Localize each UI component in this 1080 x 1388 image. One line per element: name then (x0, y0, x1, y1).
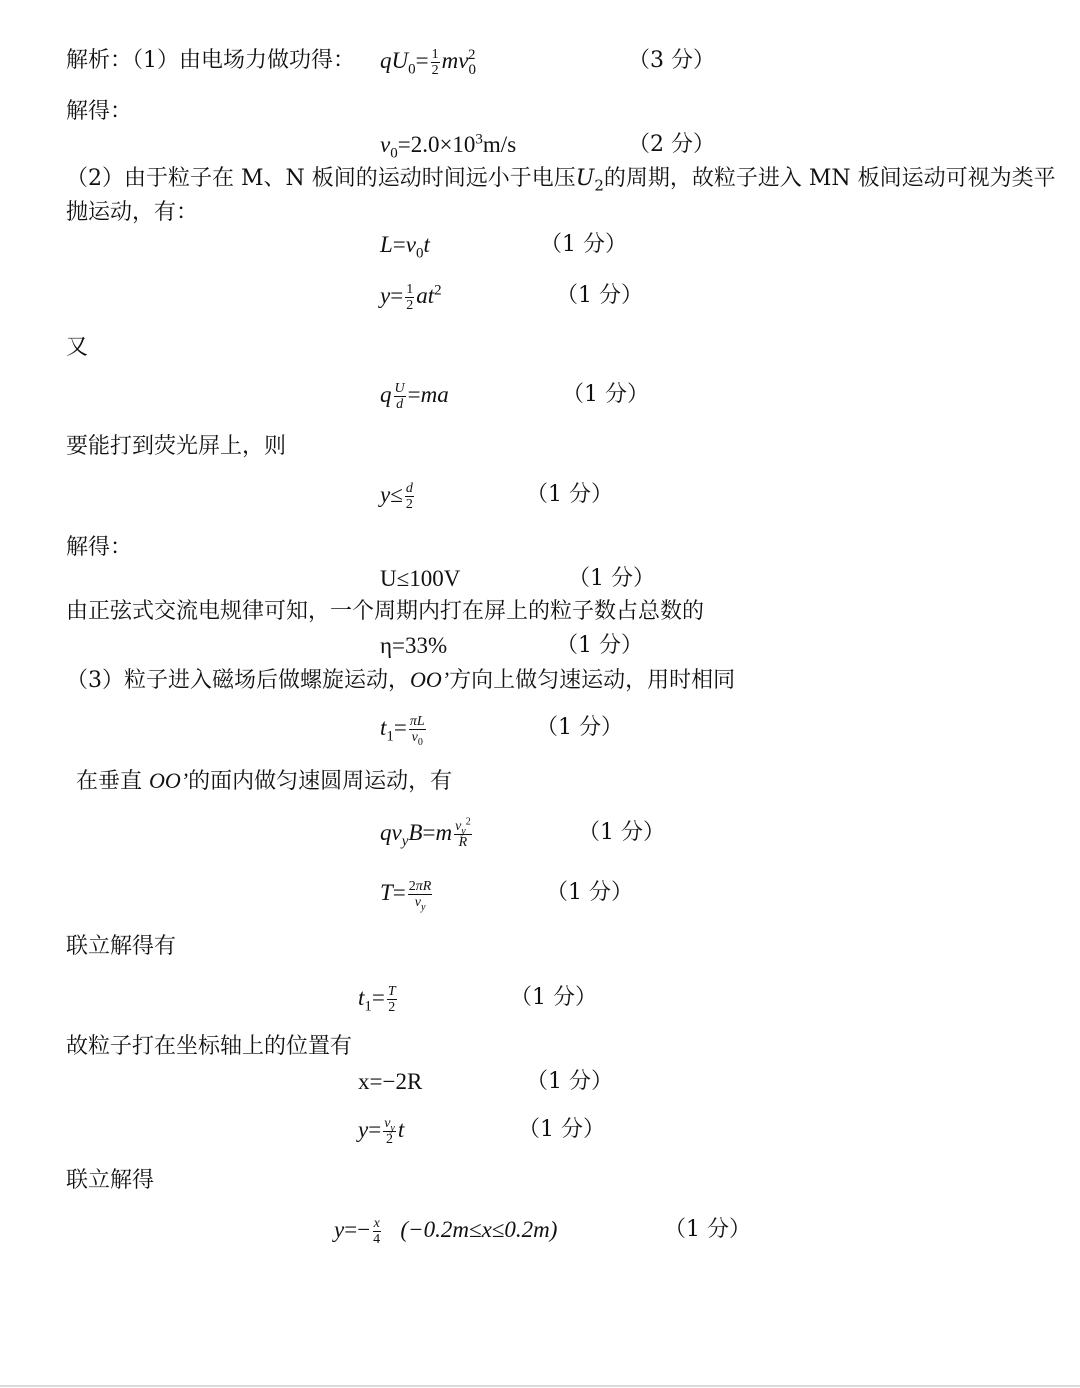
inequality-U: U≤100V (380, 566, 461, 591)
step-2-intro: （2）由于粒子在 M、N 板间的运动时间远小于电压$U_2$的周期，故粒子进入 MN 板间运动可视为类平 (66, 166, 1056, 195)
solve-label: 解得： (66, 99, 133, 124)
score-label: （1 分） (568, 566, 655, 591)
score-label: （2 分） (628, 132, 715, 157)
equation-v0: $v_0=2.0\times 10^3m/s$ (380, 131, 517, 162)
equation-trajectory: y=− $\frac{x}{4}$ (−0.2m≤x≤0.2m) (334, 1216, 558, 1248)
score-label: （1 分） (510, 985, 597, 1010)
range-expression: (−0.2m≤x≤0.2m) (400, 1217, 558, 1242)
score-label: （1 分） (526, 482, 613, 507)
score-label: （1 分） (556, 283, 643, 308)
position-text: 故粒子打在坐标轴上的位置有 (66, 1034, 353, 1059)
equation-L: $L=v_0t$ (380, 232, 430, 262)
step-1-intro: 解析：（1）由电场力做功得： (66, 48, 355, 73)
score-label: （1 分） (578, 820, 665, 845)
equation-period: T= $\frac{2\pi R}{v_y}$ (380, 879, 432, 914)
score-label: （1 分） (540, 232, 627, 257)
equation-work-energy: $qU_0=$ $\frac{1}{2}$ $mv_0^2$ (380, 47, 476, 79)
page-bottom-divider (0, 1385, 1080, 1387)
step-3-intro: （3）粒子进入磁场后做螺旋运动，OO’方向上做匀速运动，用时相同 (66, 667, 736, 693)
final-combine-text: 联立解得 (66, 1168, 155, 1193)
equation-x: x=−2R (358, 1069, 423, 1094)
projectile-text: 抛运动，有： (66, 200, 199, 225)
score-label: （1 分） (536, 715, 623, 740)
equation-t1-half: $t_1=$ $\frac{T}{2}$ (358, 984, 396, 1016)
equation-y: y= $\frac{1}{2}$ $at^2$ (380, 282, 442, 314)
score-label: （1 分） (546, 880, 633, 905)
solve-label: 解得： (66, 535, 133, 560)
sine-rule-text: 由正弦式交流电规律可知，一个周期内打在屏上的粒子数占总数的 (66, 599, 705, 624)
score-label: （1 分） (556, 633, 643, 658)
equation-lorentz: $qv_yB=m$ $\frac{v_y^2}{R}$ (380, 816, 471, 851)
also-label: 又 (66, 335, 89, 360)
circular-motion-text: 在垂直 OO’的面内做匀速圆周运动，有 (76, 768, 453, 794)
score-label: （1 分） (518, 1117, 605, 1142)
score-label: （1 分） (664, 1217, 751, 1242)
score-label: （1 分） (562, 382, 649, 407)
equation-force: q $\frac{U}{d}$ =ma (380, 381, 449, 413)
score-label: （3 分） (628, 48, 715, 73)
combine-text: 联立解得有 (66, 934, 177, 959)
condition-text: 要能打到荧光屏上，则 (66, 434, 287, 459)
equation-y-vy: y= $\frac{v_y}{2}$ t (358, 1116, 405, 1148)
equation-t1: $t_1=$ $\frac{\pi L}{v_0}$ (380, 714, 425, 749)
score-label: （1 分） (526, 1069, 613, 1094)
inequality-y: y≤ $\frac{d}{2}$ (380, 481, 413, 513)
equation-eta: η=33% (380, 633, 448, 658)
